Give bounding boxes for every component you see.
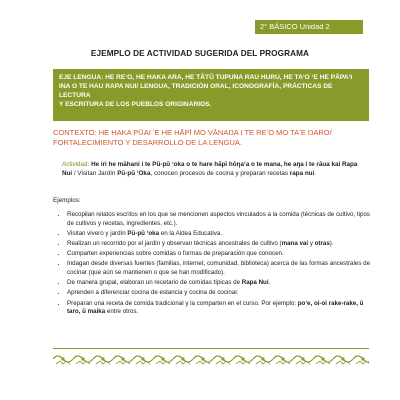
list-item	[67, 230, 371, 239]
actividad-es-bold-2: rapa nui	[289, 170, 315, 177]
list-item	[67, 279, 371, 288]
eje-lengua-box	[53, 69, 369, 121]
list-item-text: Recopilan relatos escritos en los que se mencionen aspectos vinculados a la comida (técnicas de cultivo, tipos de cultivos y recetas, ingredientes, etc.).	[67, 211, 371, 227]
eje-line-1: EJE LENGUA: HE REʻO, HE HAKA ARA, HE TĀTŪ TUPUNA RAU HURU, HE TAʻO ʻE HE PĀPAʻI	[59, 74, 353, 81]
list-item	[67, 260, 371, 277]
grade-unit-badge: 2° BÁSICO Unidad 2	[255, 20, 363, 34]
list-item-text: Indagan desde diversas fuentes (familias, internet, comunidad, biblioteca) acerca de las formas ancestrales de cocinar (que aún se mantienen o que se han modificado).	[67, 260, 371, 276]
actividad-es-end: .	[314, 170, 317, 177]
actividad-label: Actividad:	[62, 161, 90, 168]
contexto-heading	[53, 128, 353, 148]
list-item-text: Comparten experiencias sobre comidas o formas de preparación que conocen.	[67, 250, 284, 258]
actividad-rapa-text: He iri he māhani i te Pū-pū ʻoka o te hare hāpī hōŋaʻa o te mana, he aŋa i te rāua kai Rapa Nui	[62, 161, 358, 177]
contexto-line-1: CONTEXTO: HE HAKA PŪAI ʻE HE HĀPĪ MO VĀNAŊA I TE REʻO MO TAʻE ŊARO/	[53, 128, 332, 137]
ejemplos-list	[53, 211, 371, 318]
list-item-text: .	[268, 279, 271, 287]
eje-line-3: Y ESCRITURA DE LOS PUEBLOS ORIGINARIOS.	[59, 101, 212, 108]
footer-ornament-pattern	[53, 352, 369, 366]
list-item-text: entre otros.	[105, 308, 139, 316]
list-item	[67, 300, 371, 317]
list-item-bold: Rapa Nui	[241, 279, 269, 287]
ejemplos-label: Ejemplos:	[53, 197, 81, 204]
list-item	[67, 250, 371, 259]
actividad-paragraph	[62, 160, 362, 178]
list-item-text: Preparan una receta de comida tradicional y la comparten en el curso. Por ejemplo:	[67, 299, 298, 307]
list-item-text: y	[308, 239, 315, 247]
list-item-bold: otras	[314, 239, 330, 247]
actividad-es-mid: , conocen procesos de cocina y preparan recetas	[150, 170, 290, 177]
list-item	[67, 240, 371, 249]
actividad-es-pre: Visitan Jardín	[77, 170, 118, 177]
contexto-line-2: FORTALECIMIENTO Y DESARROLLO DE LA LENGUA.	[53, 138, 242, 147]
list-item	[67, 211, 371, 228]
page-title: EJEMPLO DE ACTIVIDAD SUGERIDA DEL PROGRAMA	[90, 49, 310, 58]
footer-divider	[53, 348, 369, 349]
list-item-text: Visitan vivero y jardín	[67, 229, 128, 237]
list-item-text: en la Aldea Educativa.	[159, 229, 223, 237]
eje-line-2: INA O TE HAU RAPA NUI/ LENGUA, TRADICIÓN ORAL, ICONOGRAFÍA, PRÁCTICAS DE LECTURA	[59, 83, 333, 99]
list-item	[67, 289, 371, 298]
actividad-es-bold-1: Pū-pū ʻOka	[117, 170, 151, 177]
list-item-text: De manera grupal, elaboran un recetario de comidas típicas de	[67, 279, 242, 287]
list-item-bold: poʻe, oi-oi rake-rake, ū taro, ū maika	[67, 299, 364, 316]
list-item-bold: Pū-pū ʻoka	[127, 229, 160, 237]
actividad-separator: /	[72, 170, 78, 177]
list-item-text: ).	[329, 239, 334, 247]
list-item-bold: mana vai	[281, 239, 309, 247]
list-item-text: Aprenden a diferenciar cocina de estancia y cocina de cocinar.	[67, 289, 239, 297]
list-item-text: Realizan un recorrido por el jardín y observan técnicas ancestrales de cultivo (	[67, 239, 282, 247]
